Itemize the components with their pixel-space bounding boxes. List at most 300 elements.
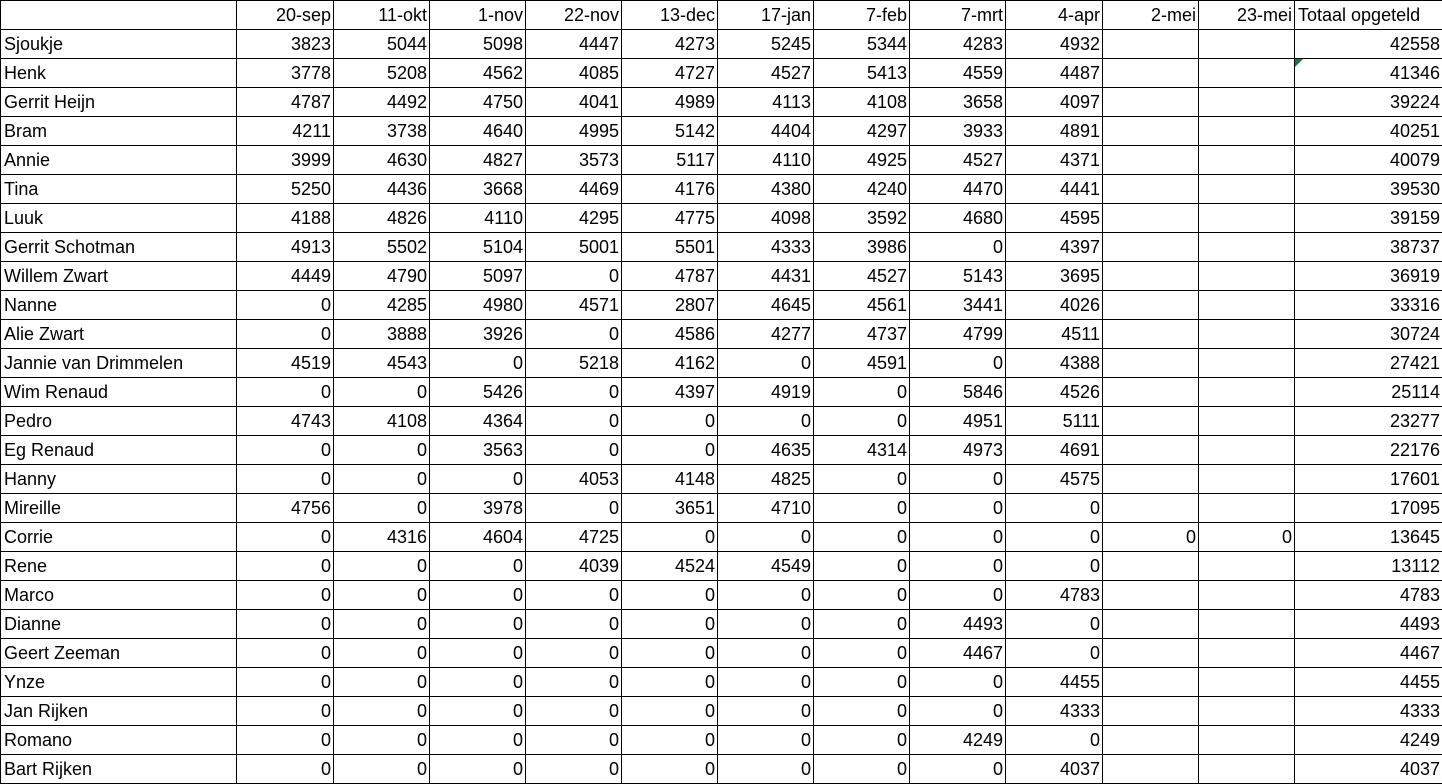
- value-cell[interactable]: [1199, 581, 1295, 610]
- value-cell[interactable]: 0: [910, 494, 1006, 523]
- value-cell[interactable]: 0: [814, 465, 910, 494]
- value-cell[interactable]: 3888: [334, 320, 430, 349]
- value-cell[interactable]: [1103, 146, 1199, 175]
- value-cell[interactable]: 4737: [814, 320, 910, 349]
- value-cell[interactable]: 0: [334, 552, 430, 581]
- value-cell[interactable]: 3738: [334, 117, 430, 146]
- value-cell[interactable]: 4364: [430, 407, 526, 436]
- value-cell[interactable]: 4441: [1006, 175, 1103, 204]
- value-cell[interactable]: 0: [718, 726, 814, 755]
- value-cell[interactable]: 0: [430, 465, 526, 494]
- value-cell[interactable]: 0: [237, 639, 334, 668]
- value-cell[interactable]: 0: [237, 320, 334, 349]
- value-cell[interactable]: [1199, 610, 1295, 639]
- value-cell[interactable]: 4932: [1006, 30, 1103, 59]
- value-cell[interactable]: 4053: [526, 465, 622, 494]
- value-cell[interactable]: 4527: [910, 146, 1006, 175]
- value-cell[interactable]: 4783: [1006, 581, 1103, 610]
- value-cell[interactable]: [1103, 349, 1199, 378]
- value-cell[interactable]: [1199, 204, 1295, 233]
- total-cell[interactable]: 30724: [1295, 320, 1442, 349]
- value-cell[interactable]: [1199, 59, 1295, 88]
- value-cell[interactable]: 0: [334, 668, 430, 697]
- value-cell[interactable]: 4108: [814, 88, 910, 117]
- row-name-cell[interactable]: Tina: [1, 175, 237, 204]
- value-cell[interactable]: 0: [718, 349, 814, 378]
- value-cell[interactable]: 0: [910, 349, 1006, 378]
- total-cell[interactable]: 13112: [1295, 552, 1442, 581]
- value-cell[interactable]: [1103, 494, 1199, 523]
- value-cell[interactable]: 0: [814, 407, 910, 436]
- row-name-cell[interactable]: Sjoukje: [1, 30, 237, 59]
- value-cell[interactable]: 5142: [622, 117, 718, 146]
- value-cell[interactable]: 4380: [718, 175, 814, 204]
- value-cell[interactable]: [1103, 30, 1199, 59]
- value-cell[interactable]: 4640: [430, 117, 526, 146]
- value-cell[interactable]: [1103, 639, 1199, 668]
- value-cell[interactable]: [1103, 88, 1199, 117]
- value-cell[interactable]: [1199, 726, 1295, 755]
- row-name-cell[interactable]: Jan Rijken: [1, 697, 237, 726]
- total-cell[interactable]: 39224: [1295, 88, 1442, 117]
- value-cell[interactable]: 3592: [814, 204, 910, 233]
- value-cell[interactable]: 0: [237, 465, 334, 494]
- value-cell[interactable]: [1103, 378, 1199, 407]
- value-cell[interactable]: 4397: [622, 378, 718, 407]
- value-cell[interactable]: [1103, 320, 1199, 349]
- total-cell[interactable]: 42558: [1295, 30, 1442, 59]
- value-cell[interactable]: 0: [910, 697, 1006, 726]
- value-cell[interactable]: 2807: [622, 291, 718, 320]
- value-cell[interactable]: 4467: [910, 639, 1006, 668]
- value-cell[interactable]: 0: [718, 523, 814, 552]
- value-cell[interactable]: 4635: [718, 436, 814, 465]
- total-cell-flagged[interactable]: 41346: [1295, 59, 1442, 88]
- value-cell[interactable]: 0: [814, 494, 910, 523]
- value-cell[interactable]: 4980: [430, 291, 526, 320]
- value-cell[interactable]: 4449: [237, 262, 334, 291]
- value-cell[interactable]: 4562: [430, 59, 526, 88]
- value-cell[interactable]: 0: [910, 552, 1006, 581]
- value-cell[interactable]: 4787: [237, 88, 334, 117]
- value-cell[interactable]: 4148: [622, 465, 718, 494]
- value-cell[interactable]: 3563: [430, 436, 526, 465]
- column-header[interactable]: 11-okt: [334, 1, 430, 30]
- total-cell[interactable]: 39159: [1295, 204, 1442, 233]
- value-cell[interactable]: 3823: [237, 30, 334, 59]
- value-cell[interactable]: 0: [237, 697, 334, 726]
- value-cell[interactable]: [1199, 146, 1295, 175]
- value-cell[interactable]: 0: [814, 552, 910, 581]
- value-cell[interactable]: 4775: [622, 204, 718, 233]
- value-cell[interactable]: 4470: [910, 175, 1006, 204]
- row-name-cell[interactable]: Rene: [1, 552, 237, 581]
- value-cell[interactable]: 0: [910, 581, 1006, 610]
- value-cell[interactable]: 4727: [622, 59, 718, 88]
- value-cell[interactable]: 0: [718, 668, 814, 697]
- value-cell[interactable]: 4524: [622, 552, 718, 581]
- value-cell[interactable]: 0: [237, 581, 334, 610]
- value-cell[interactable]: 0: [526, 755, 622, 784]
- value-cell[interactable]: [1103, 668, 1199, 697]
- value-cell[interactable]: 4913: [237, 233, 334, 262]
- value-cell[interactable]: 0: [718, 581, 814, 610]
- value-cell[interactable]: 4549: [718, 552, 814, 581]
- column-header[interactable]: 4-apr: [1006, 1, 1103, 30]
- value-cell[interactable]: 4595: [1006, 204, 1103, 233]
- value-cell[interactable]: [1199, 755, 1295, 784]
- value-cell[interactable]: 5413: [814, 59, 910, 88]
- value-cell[interactable]: 0: [718, 407, 814, 436]
- value-cell[interactable]: 3978: [430, 494, 526, 523]
- value-cell[interactable]: 0: [718, 755, 814, 784]
- total-cell[interactable]: 17601: [1295, 465, 1442, 494]
- value-cell[interactable]: 3441: [910, 291, 1006, 320]
- row-name-cell[interactable]: Bart Rijken: [1, 755, 237, 784]
- value-cell[interactable]: [1103, 436, 1199, 465]
- value-cell[interactable]: 4404: [718, 117, 814, 146]
- column-header[interactable]: 23-mei: [1199, 1, 1295, 30]
- value-cell[interactable]: [1199, 117, 1295, 146]
- value-cell[interactable]: 0: [237, 668, 334, 697]
- value-cell[interactable]: 4586: [622, 320, 718, 349]
- value-cell[interactable]: 5104: [430, 233, 526, 262]
- value-cell[interactable]: 4110: [718, 146, 814, 175]
- value-cell[interactable]: 4680: [910, 204, 1006, 233]
- value-cell[interactable]: 4826: [334, 204, 430, 233]
- value-cell[interactable]: [1199, 233, 1295, 262]
- value-cell[interactable]: [1199, 320, 1295, 349]
- value-cell[interactable]: 3999: [237, 146, 334, 175]
- value-cell[interactable]: 4240: [814, 175, 910, 204]
- value-cell[interactable]: 4787: [622, 262, 718, 291]
- total-cell[interactable]: 39530: [1295, 175, 1442, 204]
- value-cell[interactable]: 4575: [1006, 465, 1103, 494]
- value-cell[interactable]: 4511: [1006, 320, 1103, 349]
- value-cell[interactable]: [1199, 494, 1295, 523]
- value-cell[interactable]: 4037: [1006, 755, 1103, 784]
- value-cell[interactable]: [1103, 175, 1199, 204]
- total-cell[interactable]: 33316: [1295, 291, 1442, 320]
- value-cell[interactable]: 4526: [1006, 378, 1103, 407]
- value-cell[interactable]: 5001: [526, 233, 622, 262]
- value-cell[interactable]: 0: [526, 610, 622, 639]
- total-cell[interactable]: 17095: [1295, 494, 1442, 523]
- value-cell[interactable]: 0: [526, 262, 622, 291]
- row-name-cell[interactable]: Nanne: [1, 291, 237, 320]
- value-cell[interactable]: 0: [718, 697, 814, 726]
- value-cell[interactable]: 3933: [910, 117, 1006, 146]
- value-cell[interactable]: 4989: [622, 88, 718, 117]
- value-cell[interactable]: 0: [526, 494, 622, 523]
- value-cell[interactable]: 4750: [430, 88, 526, 117]
- value-cell[interactable]: 4108: [334, 407, 430, 436]
- value-cell[interactable]: [1103, 465, 1199, 494]
- value-cell[interactable]: 0: [814, 639, 910, 668]
- total-cell[interactable]: 4783: [1295, 581, 1442, 610]
- value-cell[interactable]: 3668: [430, 175, 526, 204]
- value-cell[interactable]: [1199, 697, 1295, 726]
- column-header[interactable]: 1-nov: [430, 1, 526, 30]
- value-cell[interactable]: 0: [622, 436, 718, 465]
- value-cell[interactable]: 0: [334, 697, 430, 726]
- row-name-cell[interactable]: Willem Zwart: [1, 262, 237, 291]
- value-cell[interactable]: 4543: [334, 349, 430, 378]
- value-cell[interactable]: 0: [334, 436, 430, 465]
- value-cell[interactable]: 5044: [334, 30, 430, 59]
- value-cell[interactable]: 0: [814, 523, 910, 552]
- value-cell[interactable]: 4487: [1006, 59, 1103, 88]
- value-cell[interactable]: 4519: [237, 349, 334, 378]
- value-cell[interactable]: 4527: [814, 262, 910, 291]
- value-cell[interactable]: 4743: [237, 407, 334, 436]
- total-cell[interactable]: 23277: [1295, 407, 1442, 436]
- value-cell[interactable]: [1103, 697, 1199, 726]
- value-cell[interactable]: 4725: [526, 523, 622, 552]
- value-cell[interactable]: 0: [237, 523, 334, 552]
- column-header[interactable]: 20-sep: [237, 1, 334, 30]
- value-cell[interactable]: 5097: [430, 262, 526, 291]
- value-cell[interactable]: [1199, 30, 1295, 59]
- value-cell[interactable]: 0: [1199, 523, 1295, 552]
- value-cell[interactable]: 4273: [622, 30, 718, 59]
- value-cell[interactable]: [1103, 552, 1199, 581]
- total-cell[interactable]: 38737: [1295, 233, 1442, 262]
- row-name-cell[interactable]: Wim Renaud: [1, 378, 237, 407]
- value-cell[interactable]: 4176: [622, 175, 718, 204]
- value-cell[interactable]: 4919: [718, 378, 814, 407]
- total-cell[interactable]: 13645: [1295, 523, 1442, 552]
- value-cell[interactable]: 4314: [814, 436, 910, 465]
- value-cell[interactable]: 5250: [237, 175, 334, 204]
- value-cell[interactable]: 4951: [910, 407, 1006, 436]
- corner-cell[interactable]: [1, 1, 237, 30]
- value-cell[interactable]: 0: [430, 610, 526, 639]
- value-cell[interactable]: 0: [526, 436, 622, 465]
- value-cell[interactable]: 0: [334, 639, 430, 668]
- value-cell[interactable]: 0: [622, 581, 718, 610]
- value-cell[interactable]: 4333: [718, 233, 814, 262]
- value-cell[interactable]: 4561: [814, 291, 910, 320]
- row-name-cell[interactable]: Geert Zeeman: [1, 639, 237, 668]
- value-cell[interactable]: 0: [718, 610, 814, 639]
- value-cell[interactable]: 0: [430, 668, 526, 697]
- value-cell[interactable]: 4799: [910, 320, 1006, 349]
- value-cell[interactable]: 4188: [237, 204, 334, 233]
- value-cell[interactable]: 5245: [718, 30, 814, 59]
- value-cell[interactable]: 0: [622, 697, 718, 726]
- value-cell[interactable]: 4973: [910, 436, 1006, 465]
- value-cell[interactable]: 0: [526, 697, 622, 726]
- total-cell[interactable]: 22176: [1295, 436, 1442, 465]
- value-cell[interactable]: 0: [1006, 610, 1103, 639]
- value-cell[interactable]: 0: [622, 610, 718, 639]
- value-cell[interactable]: 0: [814, 581, 910, 610]
- value-cell[interactable]: 0: [237, 552, 334, 581]
- value-cell[interactable]: 5208: [334, 59, 430, 88]
- value-cell[interactable]: 5143: [910, 262, 1006, 291]
- column-header[interactable]: 17-jan: [718, 1, 814, 30]
- value-cell[interactable]: 5111: [1006, 407, 1103, 436]
- value-cell[interactable]: [1199, 465, 1295, 494]
- column-header[interactable]: 13-dec: [622, 1, 718, 30]
- value-cell[interactable]: 5426: [430, 378, 526, 407]
- column-header[interactable]: 2-mei: [1103, 1, 1199, 30]
- value-cell[interactable]: 0: [430, 639, 526, 668]
- value-cell[interactable]: [1199, 349, 1295, 378]
- value-cell[interactable]: 0: [430, 755, 526, 784]
- value-cell[interactable]: 4995: [526, 117, 622, 146]
- value-cell[interactable]: 5502: [334, 233, 430, 262]
- value-cell[interactable]: [1103, 204, 1199, 233]
- total-cell[interactable]: 4467: [1295, 639, 1442, 668]
- total-cell[interactable]: 40079: [1295, 146, 1442, 175]
- value-cell[interactable]: [1103, 755, 1199, 784]
- value-cell[interactable]: [1103, 610, 1199, 639]
- value-cell[interactable]: 5098: [430, 30, 526, 59]
- row-name-cell[interactable]: Luuk: [1, 204, 237, 233]
- row-name-cell[interactable]: Pedro: [1, 407, 237, 436]
- value-cell[interactable]: [1103, 407, 1199, 436]
- column-header[interactable]: 7-mrt: [910, 1, 1006, 30]
- value-cell[interactable]: 0: [334, 465, 430, 494]
- value-cell[interactable]: 4297: [814, 117, 910, 146]
- value-cell[interactable]: [1103, 262, 1199, 291]
- value-cell[interactable]: [1199, 175, 1295, 204]
- value-cell[interactable]: 4447: [526, 30, 622, 59]
- value-cell[interactable]: [1199, 262, 1295, 291]
- value-cell[interactable]: [1199, 407, 1295, 436]
- value-cell[interactable]: 0: [430, 552, 526, 581]
- value-cell[interactable]: 0: [334, 610, 430, 639]
- total-cell[interactable]: 25114: [1295, 378, 1442, 407]
- value-cell[interactable]: 5846: [910, 378, 1006, 407]
- value-cell[interactable]: 4756: [237, 494, 334, 523]
- total-cell[interactable]: 36919: [1295, 262, 1442, 291]
- value-cell[interactable]: [1103, 726, 1199, 755]
- value-cell[interactable]: [1199, 291, 1295, 320]
- total-cell[interactable]: 27421: [1295, 349, 1442, 378]
- value-cell[interactable]: 3778: [237, 59, 334, 88]
- value-cell[interactable]: [1199, 378, 1295, 407]
- value-cell[interactable]: 0: [334, 726, 430, 755]
- row-name-cell[interactable]: Marco: [1, 581, 237, 610]
- value-cell[interactable]: 0: [1103, 523, 1199, 552]
- value-cell[interactable]: 0: [814, 697, 910, 726]
- value-cell[interactable]: 0: [430, 581, 526, 610]
- value-cell[interactable]: 0: [1006, 552, 1103, 581]
- row-name-cell[interactable]: Gerrit Heijn: [1, 88, 237, 117]
- value-cell[interactable]: 4285: [334, 291, 430, 320]
- value-cell[interactable]: 4113: [718, 88, 814, 117]
- value-cell[interactable]: 4493: [910, 610, 1006, 639]
- value-cell[interactable]: 4098: [718, 204, 814, 233]
- value-cell[interactable]: 4316: [334, 523, 430, 552]
- value-cell[interactable]: 4397: [1006, 233, 1103, 262]
- value-cell[interactable]: 0: [814, 726, 910, 755]
- value-cell[interactable]: 4211: [237, 117, 334, 146]
- value-cell[interactable]: 0: [910, 233, 1006, 262]
- value-cell[interactable]: [1199, 436, 1295, 465]
- value-cell[interactable]: 0: [1006, 639, 1103, 668]
- value-cell[interactable]: 0: [237, 755, 334, 784]
- value-cell[interactable]: 0: [910, 755, 1006, 784]
- row-name-cell[interactable]: Mireille: [1, 494, 237, 523]
- value-cell[interactable]: [1199, 639, 1295, 668]
- value-cell[interactable]: 4026: [1006, 291, 1103, 320]
- total-cell[interactable]: 4333: [1295, 697, 1442, 726]
- value-cell[interactable]: 0: [334, 378, 430, 407]
- value-cell[interactable]: 3986: [814, 233, 910, 262]
- value-cell[interactable]: 4371: [1006, 146, 1103, 175]
- value-cell[interactable]: [1103, 117, 1199, 146]
- value-cell[interactable]: [1103, 233, 1199, 262]
- value-cell[interactable]: 4827: [430, 146, 526, 175]
- row-name-cell[interactable]: Henk: [1, 59, 237, 88]
- value-cell[interactable]: 4039: [526, 552, 622, 581]
- value-cell[interactable]: 0: [910, 465, 1006, 494]
- value-cell[interactable]: 4041: [526, 88, 622, 117]
- column-header[interactable]: 22-nov: [526, 1, 622, 30]
- value-cell[interactable]: 3658: [910, 88, 1006, 117]
- value-cell[interactable]: 0: [334, 755, 430, 784]
- value-cell[interactable]: 4891: [1006, 117, 1103, 146]
- value-cell[interactable]: 5117: [622, 146, 718, 175]
- value-cell[interactable]: 0: [526, 668, 622, 697]
- value-cell[interactable]: 4591: [814, 349, 910, 378]
- value-cell[interactable]: 4283: [910, 30, 1006, 59]
- value-cell[interactable]: 4249: [910, 726, 1006, 755]
- value-cell[interactable]: 0: [622, 726, 718, 755]
- value-cell[interactable]: 4790: [334, 262, 430, 291]
- value-cell[interactable]: 0: [622, 668, 718, 697]
- value-cell[interactable]: 0: [334, 494, 430, 523]
- value-cell[interactable]: 0: [430, 697, 526, 726]
- value-cell[interactable]: 0: [526, 407, 622, 436]
- row-name-cell[interactable]: Eg Renaud: [1, 436, 237, 465]
- value-cell[interactable]: 0: [814, 668, 910, 697]
- value-cell[interactable]: 0: [814, 755, 910, 784]
- value-cell[interactable]: 3926: [430, 320, 526, 349]
- value-cell[interactable]: 4277: [718, 320, 814, 349]
- value-cell[interactable]: 4295: [526, 204, 622, 233]
- value-cell[interactable]: 0: [1006, 494, 1103, 523]
- value-cell[interactable]: 0: [334, 581, 430, 610]
- value-cell[interactable]: 4645: [718, 291, 814, 320]
- value-cell[interactable]: [1199, 88, 1295, 117]
- value-cell[interactable]: 4431: [718, 262, 814, 291]
- value-cell[interactable]: 0: [526, 581, 622, 610]
- value-cell[interactable]: 4162: [622, 349, 718, 378]
- value-cell[interactable]: [1199, 552, 1295, 581]
- total-cell[interactable]: 4493: [1295, 610, 1442, 639]
- value-cell[interactable]: 4710: [718, 494, 814, 523]
- value-cell[interactable]: 0: [814, 610, 910, 639]
- value-cell[interactable]: [1103, 581, 1199, 610]
- value-cell[interactable]: 0: [237, 291, 334, 320]
- row-name-cell[interactable]: Gerrit Schotman: [1, 233, 237, 262]
- total-cell[interactable]: 40251: [1295, 117, 1442, 146]
- row-name-cell[interactable]: Dianne: [1, 610, 237, 639]
- value-cell[interactable]: 0: [237, 610, 334, 639]
- value-cell[interactable]: 0: [1006, 523, 1103, 552]
- value-cell[interactable]: 4559: [910, 59, 1006, 88]
- total-cell[interactable]: 4455: [1295, 668, 1442, 697]
- value-cell[interactable]: 0: [526, 378, 622, 407]
- value-cell[interactable]: 0: [526, 320, 622, 349]
- value-cell[interactable]: 4097: [1006, 88, 1103, 117]
- value-cell[interactable]: 4492: [334, 88, 430, 117]
